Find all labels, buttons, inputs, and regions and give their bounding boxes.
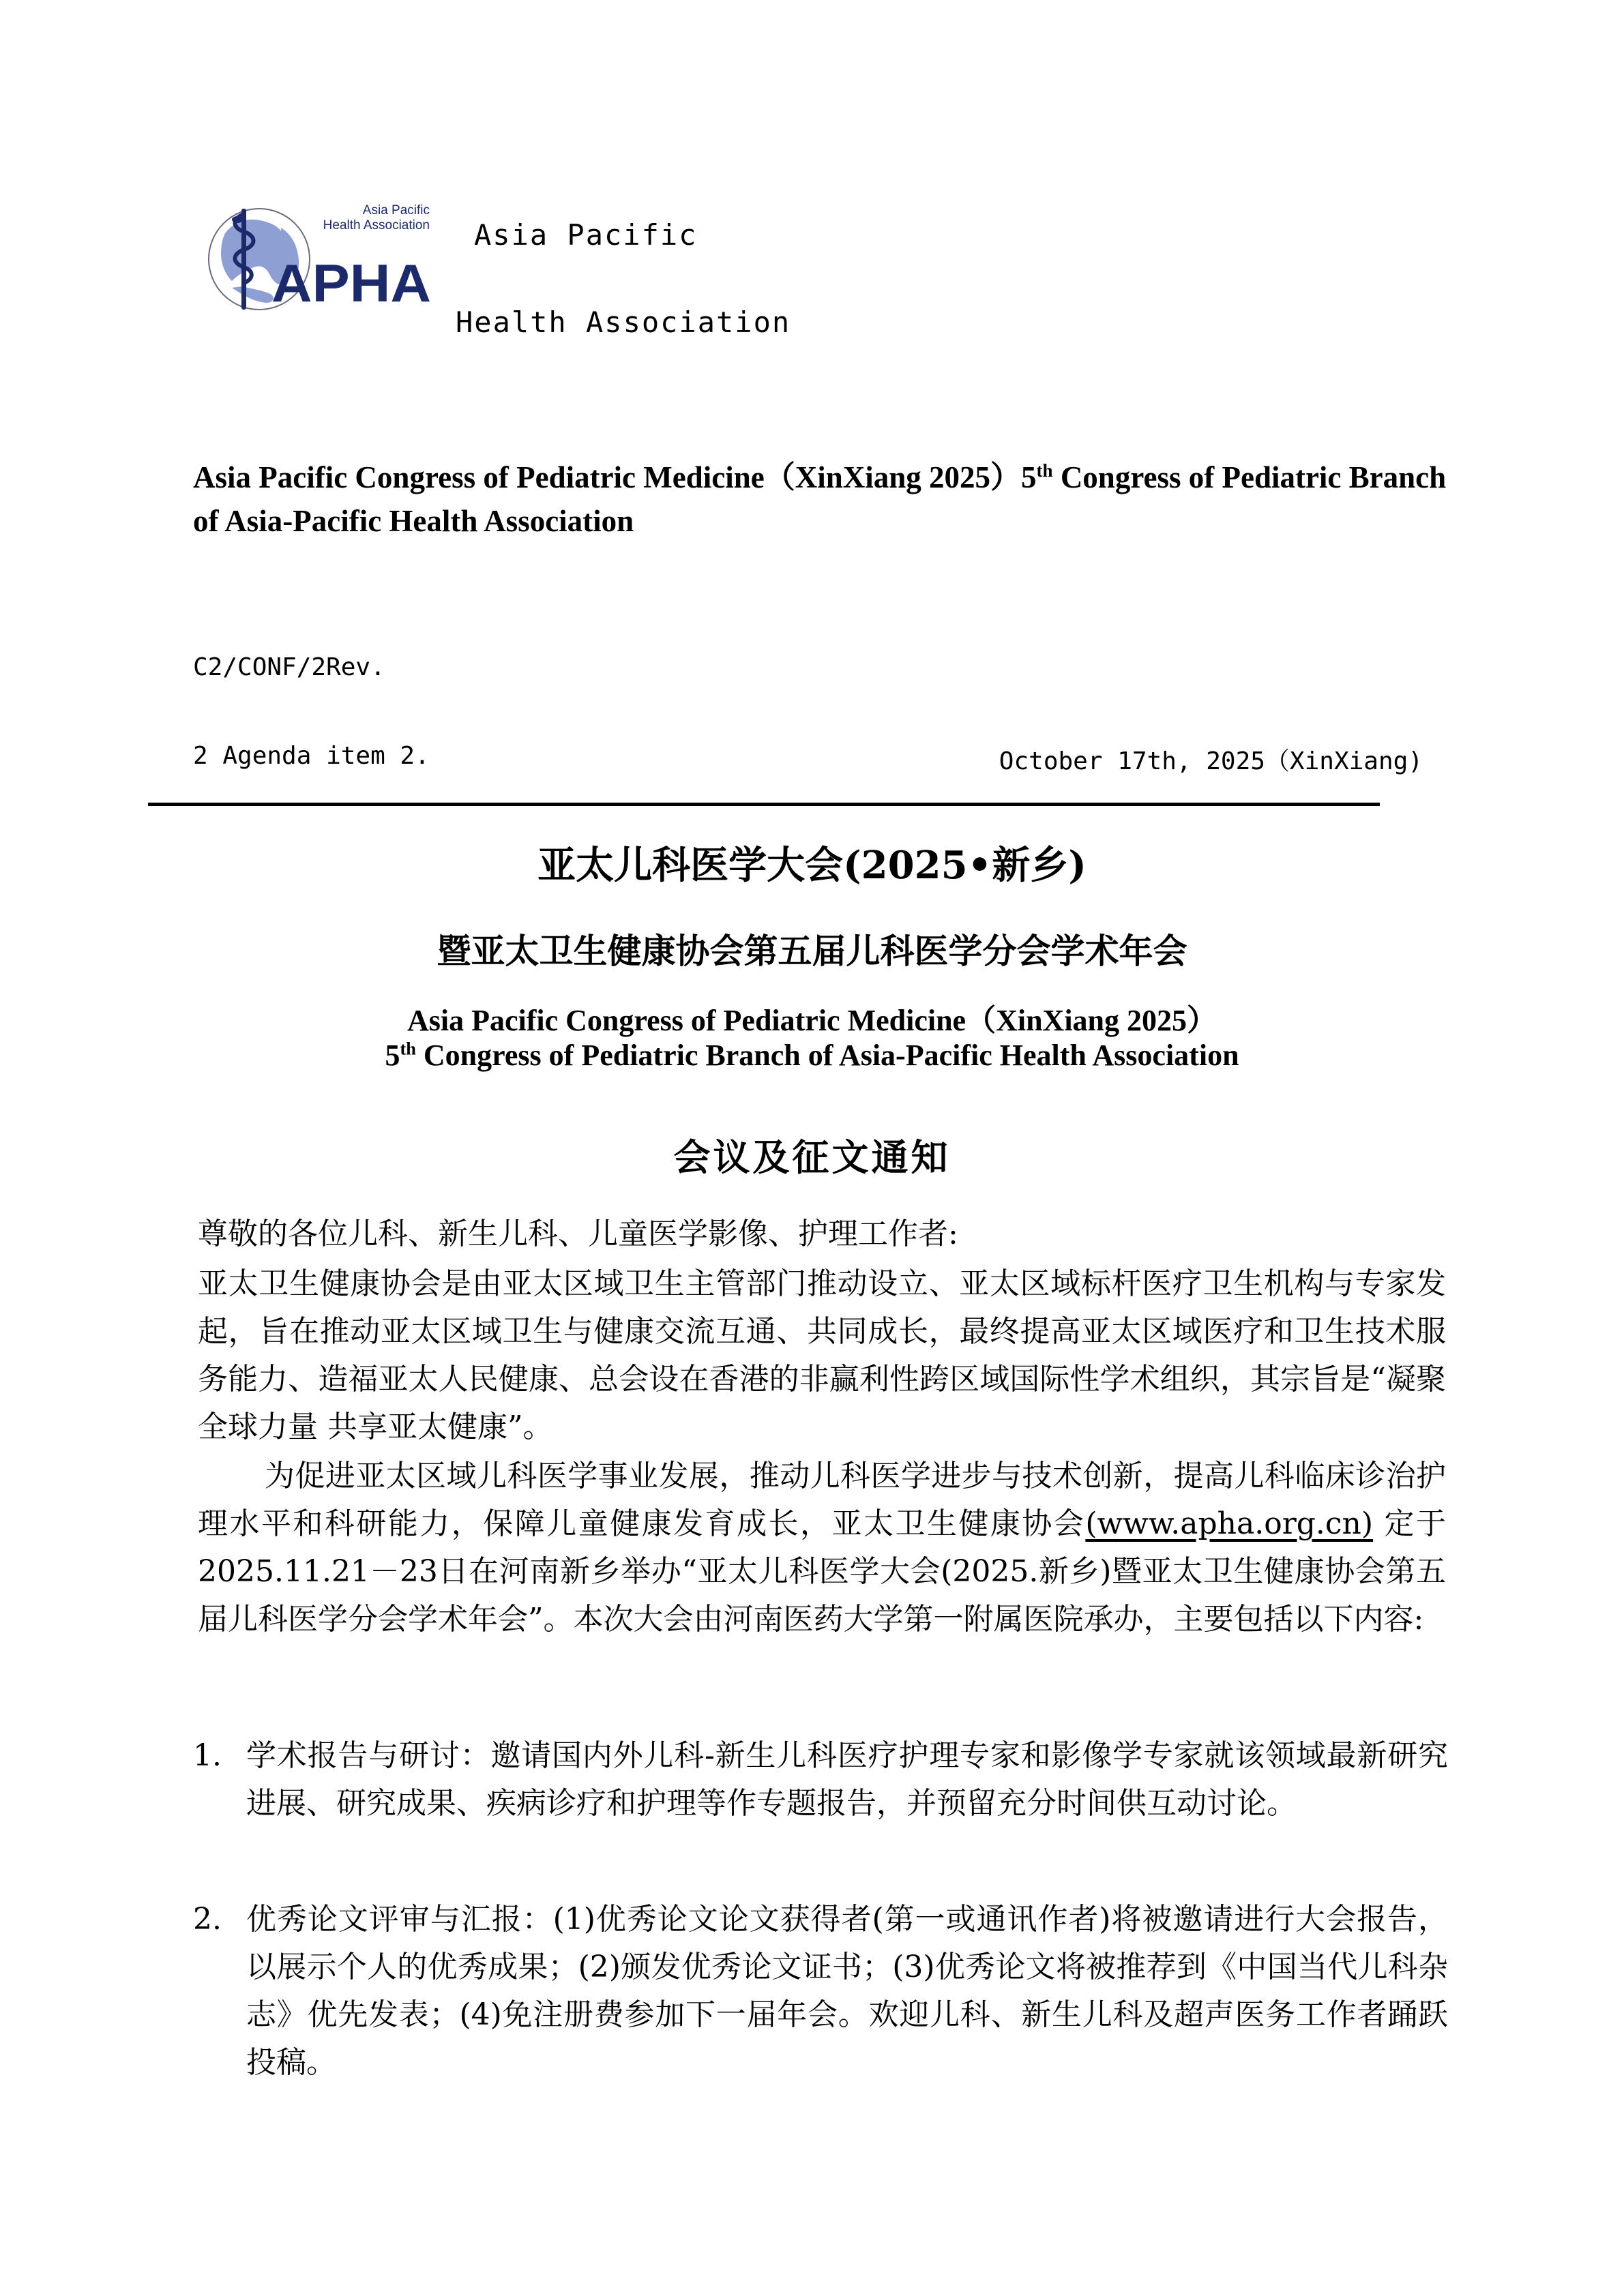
document-reference: C2/CONF/2Rev. (193, 653, 385, 681)
logo-small-text-line2: Health Association (323, 218, 430, 233)
logo-small-text-line1: Asia Pacific (362, 203, 430, 218)
document-header-title-part1: Asia Pacific Congress of Pediatric Medicine（XinXiang 2025）5 (193, 460, 1037, 494)
salutation: 尊敬的各位儿科、新生儿科、儿童医学影像、护理工作者: (198, 1217, 958, 1251)
header-divider (148, 803, 1380, 806)
logo-acronym: APHA (271, 253, 431, 313)
org-name-line1: Asia Pacific (474, 218, 698, 252)
document-date: October 17th, 2025（XinXiang) (999, 747, 1423, 775)
notice-title: 会议及征文通知 (673, 1135, 951, 1179)
title-english-line2 (0, 1038, 1624, 1073)
agenda-item: 2 Agenda item 2. (193, 742, 430, 770)
list-item (193, 1732, 1448, 1828)
title-english-line1: Asia Pacific Congress of Pediatric Medicine（XinXiang 2025） (407, 1004, 1217, 1037)
list-item-text: 优秀论文评审与汇报：(1)优秀论文论文获得者(第一或通讯作者)将被邀请进行大会报告，以展示个人的优秀成果；(2)颁发优秀论文证书；(3)优秀论文将被推荐到《中国当代儿科杂志》优先发表；(4)免注册费参加下一届年会。欢迎儿科、新生儿科及超声医务工作者踊跃投稿。 (246, 1902, 1448, 2080)
document-header-title (193, 456, 1462, 543)
title-chinese-main: 亚太儿科医学大会(2025•新乡) (537, 843, 1087, 888)
intro-paragraph: 亚太卫生健康协会是由亚太区域卫生主管部门推动设立、亚太区域标杆医疗卫生机构与专家发起，旨在推动亚太区域卫生与健康交流互通、共同成长，最终提高亚太区域医疗和卫生技术服务能力、造福亚太人民健康、总会设在香港的非赢利性跨区域国际性学术组织，其宗旨是“凝聚全球力量 共享亚太健康”。 (198, 1266, 1446, 1444)
apha-logo-globe-caduceus-icon (205, 199, 437, 315)
list-item (193, 1896, 1448, 2087)
event-paragraph (198, 1452, 1446, 1643)
document-header-title-superscript: th (1036, 460, 1053, 481)
website-link[interactable]: (www.apha.org.cn) (1085, 1506, 1374, 1541)
title-english-line2-rest: Congress of Pediatric Branch of Asia-Pacific Health Association (415, 1039, 1239, 1072)
title-chinese-sub: 暨亚太卫生健康协会第五届儿科医学分会学术年会 (437, 931, 1187, 971)
event-paragraph-text-continued: 定于2025.11.21－23日在河南新乡举办“亚太儿科医学大会(2025.新乡)暨亚太卫生健康协会第五届儿科医学分会学术年会”。本次大会由河南医药大学第一附属医院承办，主要包括以下内容: (198, 1506, 1446, 1637)
org-name-line2: Health Association (456, 305, 791, 339)
title-english-line2-number: 5 (385, 1039, 400, 1072)
document-header-title-part2: Congress of Pediatric Branch of Asia-Pacific Health Association (193, 460, 1447, 538)
list-item-number: 1. (193, 1738, 222, 1773)
list-item-number: 2. (193, 1902, 222, 1937)
apha-logo (205, 199, 437, 315)
event-paragraph-text: 为促进亚太区域儿科医学事业发展，推动儿科医学进步与技术创新，提高儿科临床诊治护理水平和科研能力，保障儿童健康发育成长，亚太卫生健康协会 (198, 1459, 1446, 1541)
list-item-text: 学术报告与研讨：邀请国内外儿科-新生儿科医疗护理专家和影像学专家就该领域最新研究进展、研究成果、疾病诊疗和护理等作专题报告，并预留充分时间供互动讨论。 (246, 1738, 1448, 1821)
title-english-line2-superscript: th (400, 1038, 416, 1059)
